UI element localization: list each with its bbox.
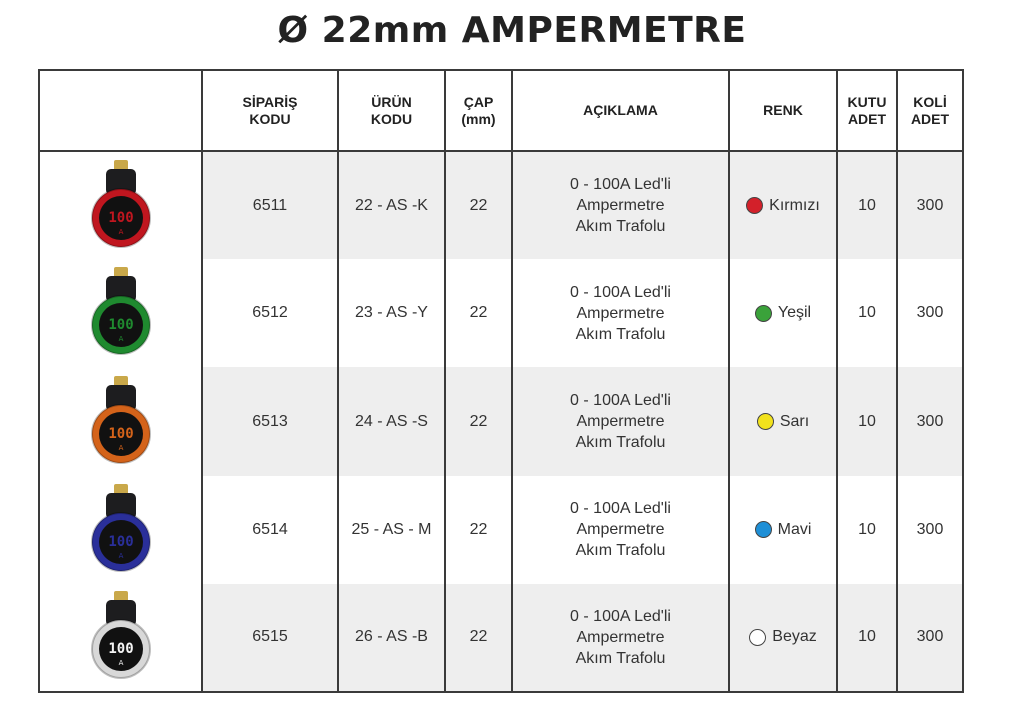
aciklama-cell	[512, 584, 729, 692]
color-swatch-icon	[755, 521, 772, 538]
lcd-digits: 100	[107, 533, 134, 550]
header-cap-line1: ÇAP	[463, 93, 494, 110]
ampermeter-image	[90, 158, 152, 254]
renk-cell	[729, 584, 837, 692]
koli-adet-cell: 300	[897, 476, 963, 584]
header-urun-kodu	[338, 70, 445, 151]
header-kutu-line1: KUTU	[847, 93, 887, 110]
aciklama-line1: 0 - 100A Led'li	[570, 392, 671, 410]
aciklama-cell	[512, 367, 729, 475]
header-siparis-line2: KODU	[249, 110, 291, 127]
product-image-cell	[39, 476, 202, 584]
kutu-adet-cell: 10	[837, 151, 897, 259]
lcd-unit: A	[118, 659, 123, 668]
lcd-unit: A	[118, 443, 123, 452]
urun-kodu-cell: 22 - AS -K	[338, 151, 445, 259]
table-row	[39, 259, 963, 367]
lcd-digits: 100	[107, 209, 134, 226]
lcd-unit: A	[118, 551, 123, 560]
header-koli-line2: ADET	[910, 110, 950, 127]
cap-cell: 22	[445, 367, 512, 475]
koli-adet-cell: 300	[897, 584, 963, 692]
cap-cell: 22	[445, 151, 512, 259]
header-kutu-line2: ADET	[847, 110, 887, 127]
aciklama-line3: Akım Trafolu	[575, 434, 666, 452]
product-image-cell	[39, 367, 202, 475]
aciklama-line1: 0 - 100A Led'li	[570, 176, 671, 194]
aciklama-line2: Ampermetre	[576, 304, 665, 322]
aciklama-line3: Akım Trafolu	[575, 325, 666, 343]
ampermeter-image	[90, 265, 152, 361]
aciklama-line3: Akım Trafolu	[575, 649, 666, 667]
koli-adet-cell: 300	[897, 151, 963, 259]
color-swatch-icon	[755, 305, 772, 322]
aciklama-cell	[512, 476, 729, 584]
aciklama-line1: 0 - 100A Led'li	[570, 607, 671, 625]
aciklama-cell	[512, 151, 729, 259]
renk-label: Beyaz	[772, 628, 817, 646]
renk-cell	[729, 259, 837, 367]
header-kutu-adet	[837, 70, 897, 151]
renk-label: Sarı	[779, 412, 810, 430]
product-table	[38, 69, 964, 693]
renk-cell	[729, 151, 837, 259]
kutu-adet-cell: 10	[837, 584, 897, 692]
lcd-digits: 100	[107, 317, 134, 334]
ampermeter-image	[90, 482, 152, 578]
header-koli-adet	[897, 70, 963, 151]
siparis-kodu-cell: 6513	[202, 367, 338, 475]
product-image-cell	[39, 259, 202, 367]
urun-kodu-cell: 25 - AS - M	[338, 476, 445, 584]
header-siparis-line1: SİPARİŞ	[242, 93, 298, 110]
urun-kodu-cell: 24 - AS -S	[338, 367, 445, 475]
aciklama-line1: 0 - 100A Led'li	[570, 500, 671, 518]
aciklama-line2: Ampermetre	[576, 628, 665, 646]
header-urun-line2: KODU	[370, 110, 413, 127]
cap-cell: 22	[445, 259, 512, 367]
header-renk: RENK	[729, 70, 837, 151]
table-row	[39, 476, 963, 584]
urun-kodu-cell: 23 - AS -Y	[338, 259, 445, 367]
lcd-digits: 100	[107, 641, 134, 658]
lcd-digits: 100	[107, 425, 134, 442]
urun-kodu-cell: 26 - AS -B	[338, 584, 445, 692]
page-title: Ø 22mm AMPERMETRE	[277, 10, 747, 51]
table-row	[39, 367, 963, 475]
siparis-kodu-cell: 6514	[202, 476, 338, 584]
aciklama-line2: Ampermetre	[576, 413, 665, 431]
siparis-kodu-cell: 6512	[202, 259, 338, 367]
aciklama-cell	[512, 259, 729, 367]
aciklama-line2: Ampermetre	[576, 521, 665, 539]
color-swatch-icon	[757, 413, 774, 430]
header-urun-line1: ÜRÜN	[371, 93, 412, 110]
table-row	[39, 584, 963, 692]
kutu-adet-cell: 10	[837, 476, 897, 584]
aciklama-line3: Akım Trafolu	[575, 218, 666, 236]
header-cap	[445, 70, 512, 151]
renk-cell	[729, 476, 837, 584]
header-aciklama: AÇIKLAMA	[512, 70, 729, 151]
color-swatch-icon	[746, 197, 763, 214]
product-image-cell	[39, 584, 202, 692]
siparis-kodu-cell: 6511	[202, 151, 338, 259]
ampermeter-image	[90, 374, 152, 470]
ampermeter-image	[90, 589, 152, 685]
cap-cell: 22	[445, 476, 512, 584]
koli-adet-cell: 300	[897, 259, 963, 367]
renk-cell	[729, 367, 837, 475]
header-image	[39, 70, 202, 151]
aciklama-line2: Ampermetre	[576, 197, 665, 215]
koli-adet-cell: 300	[897, 367, 963, 475]
renk-label: Yeşil	[777, 304, 812, 322]
table-header-row	[39, 70, 963, 151]
product-image-cell	[39, 151, 202, 259]
header-koli-line1: KOLİ	[913, 93, 947, 110]
table-row	[39, 151, 963, 259]
kutu-adet-cell: 10	[837, 259, 897, 367]
aciklama-line3: Akım Trafolu	[575, 542, 666, 560]
cap-cell: 22	[445, 584, 512, 692]
renk-label: Kırmızı	[769, 196, 820, 214]
siparis-kodu-cell: 6515	[202, 584, 338, 692]
header-siparis-kodu	[202, 70, 338, 151]
renk-label: Mavi	[777, 520, 812, 538]
kutu-adet-cell: 10	[837, 367, 897, 475]
lcd-unit: A	[118, 335, 123, 344]
lcd-unit: A	[118, 227, 123, 236]
color-swatch-icon	[749, 629, 766, 646]
aciklama-line1: 0 - 100A Led'li	[570, 283, 671, 301]
header-cap-line2: (mm)	[461, 110, 496, 127]
